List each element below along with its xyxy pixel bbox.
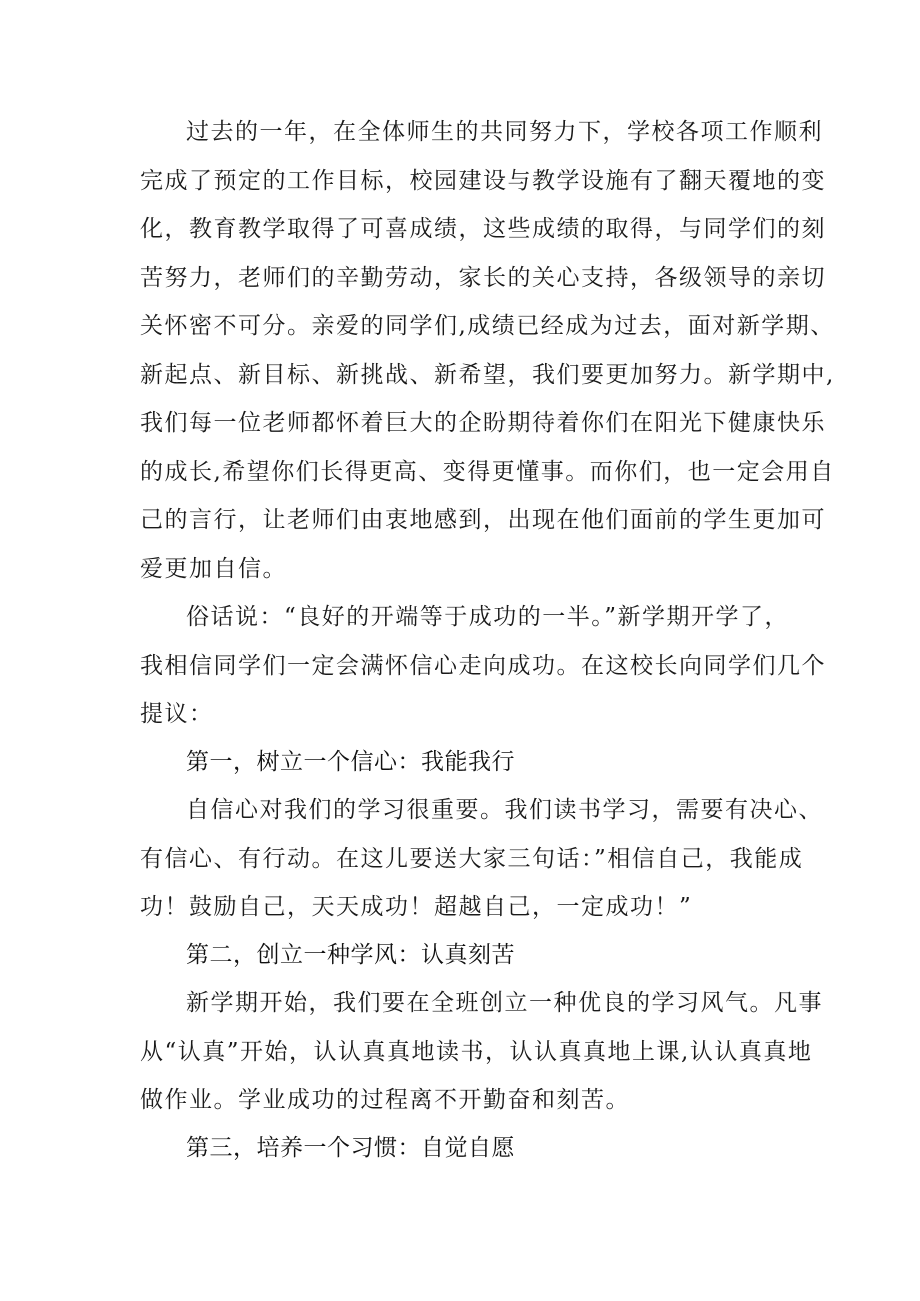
text-line: 的成长,希望你们长得更高、变得更懂事。而你们，也一定会用自 [140, 458, 835, 485]
text-line: 己的言行，让老师们由衷地感到，出现在他们面前的学生更加可 [140, 507, 826, 533]
text-line: 我们每一位老师都怀着巨大的企盼期待着你们在阳光下健康快乐 [140, 410, 826, 436]
heading-second: 第二，创立一种学风：认真刻苦 [186, 942, 515, 968]
text-line: 提议： [140, 701, 214, 727]
text-line: 新学期开始，我们要在全班创立一种优良的学习风气。凡事 [186, 990, 823, 1016]
text-line: 新起点、新目标、新挑战、新希望，我们要更加努力。新学期中, [140, 361, 835, 388]
text-line: 爱更加自信。 [140, 555, 287, 582]
text-line: 功！鼓励自己，天天成功！超越自己，一定成功！” [140, 894, 693, 920]
text-line: 我相信同学们一定会满怀信心走向成功。在这校长向同学们几个 [140, 652, 826, 679]
text-line: 苦努力，老师们的辛勤劳动，家长的关心支持，各级领导的亲切 [140, 264, 826, 291]
text-line: 做作业。学业成功的过程离不开勤奋和刻苦。 [140, 1087, 630, 1113]
paragraph-proverb [140, 593, 826, 739]
heading-third: 第三，培养一个习惯：自觉自愿 [186, 1135, 515, 1161]
text-line: 关怀密不可分。亲爱的同学们,成绩已经成为过去，面对新学期、 [140, 313, 835, 339]
paragraph-study-style [140, 979, 823, 1125]
paragraph-confidence [140, 786, 823, 932]
paragraph-achievements [140, 108, 835, 593]
text-line: 自信心对我们的学习很重要。我们读书学习，需要有决心、 [186, 797, 823, 823]
text-line: 从“认真”开始，认认真真地读书，认认真真地上课,认认真真地 [140, 1038, 813, 1065]
text-line: 化，教育教学取得了可喜成绩，这些成绩的取得，与同学们的刻 [140, 216, 826, 242]
text-line: 过去的一年，在全体师生的共同努力下，学校各项工作顺利 [186, 119, 823, 145]
text-line: 有信心、有行动。在这儿要送大家三句话：”相信自己，我能成 [140, 845, 804, 872]
text-line: 完成了预定的工作目标，校园建设与教学设施有了翻天覆地的变 [140, 167, 826, 194]
heading-first: 第一，树立一个信心：我能我行 [186, 749, 515, 775]
text-line: 俗话说：“良好的开端等于成功的一半。”新学期开学了， [186, 604, 790, 630]
